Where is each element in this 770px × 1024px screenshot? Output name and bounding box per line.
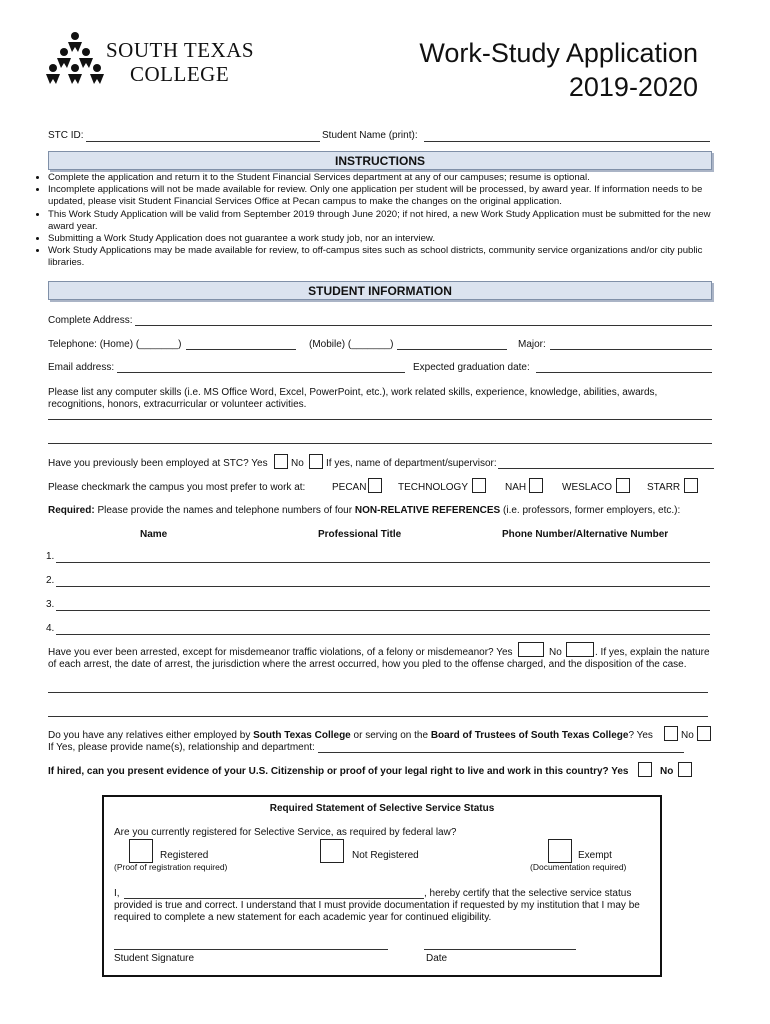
employed-no-checkbox[interactable] <box>309 454 323 469</box>
employed-yes-checkbox[interactable] <box>274 454 288 469</box>
skills-field-line-2[interactable] <box>48 443 712 444</box>
references-text-a: Please provide the names and telephone numbers of four <box>97 505 353 516</box>
not-registered-label: Not Registered <box>352 850 419 861</box>
ref-row-2-field[interactable] <box>56 586 710 587</box>
campus-weslaco-checkbox[interactable] <box>616 478 630 493</box>
college-logo <box>44 30 274 90</box>
campus-starr-label: STARR <box>647 482 681 493</box>
signature-label: Student Signature <box>114 953 195 964</box>
registered-label: Registered <box>160 850 209 861</box>
home-phone-field[interactable] <box>186 349 296 350</box>
graduation-field[interactable] <box>536 372 712 373</box>
instruction-item: • This Work Study Application will be valid from September 2019 through June 2020; if not hired, a new Work Study Application must be submitted for the new award year. <box>48 209 738 233</box>
campus-nah-checkbox[interactable] <box>529 478 543 493</box>
campus-technology-label: TECHNOLOGY <box>398 482 469 493</box>
ref-row-number: 2. <box>46 575 55 586</box>
relatives-text-d: Board of Trustees of South Texas College <box>430 730 629 741</box>
address-field[interactable] <box>135 325 712 326</box>
address-label: Complete Address: <box>48 315 133 326</box>
ref-col-name: Name <box>140 529 168 540</box>
not-registered-checkbox[interactable] <box>320 839 344 863</box>
citizenship-no-label: No <box>660 766 674 777</box>
ref-row-number: 3. <box>46 599 55 610</box>
mobile-phone-field[interactable] <box>397 349 507 350</box>
campus-technology-checkbox[interactable] <box>472 478 486 493</box>
campus-starr-checkbox[interactable] <box>684 478 698 493</box>
references-text-bold: NON-RELATIVE REFERENCES <box>354 505 501 516</box>
relatives-details-label: If Yes, please provide name(s), relationship and department: <box>48 742 315 753</box>
relatives-details-field[interactable] <box>318 752 684 753</box>
selective-service-heading: Required Statement of Selective Service Status <box>269 803 495 814</box>
campus-nah-label: NAH <box>505 482 527 493</box>
ref-row-3-field[interactable] <box>56 610 710 611</box>
references-text-b: (i.e. professors, former employers, etc.): <box>503 505 681 516</box>
citizenship-no-checkbox[interactable] <box>678 762 692 777</box>
campus-pecan-label: PECAN <box>332 482 367 493</box>
relatives-text-b: South Texas College <box>253 730 351 741</box>
arrest-no-label: No <box>549 647 562 658</box>
arrest-question-end: . If yes, explain the nature <box>595 647 710 658</box>
certify-text-line3: required to complete a new statement for each academic year for continued eligibility. <box>114 912 492 923</box>
stc-id-label: STC ID: <box>48 130 84 141</box>
arrest-yes-checkbox[interactable] <box>518 642 544 657</box>
arrest-question: Have you ever been arrested, except for misdemeanor traffic violations, of a felony or misdemeanor? Yes <box>48 647 513 658</box>
instruction-item: • Complete the application and return it to the Student Financial Services department at any of our campuses; resume is optional. <box>48 172 738 184</box>
citizenship-question: If hired, can you present evidence of your U.S. Citizenship or proof of your legal right to live and work in this country? Yes <box>48 766 629 777</box>
instruction-item: • Submitting a Work Study Application does not guarantee a work study job, nor an interview. <box>48 233 738 245</box>
signature-field[interactable] <box>114 949 388 950</box>
relatives-no-label: No <box>681 730 694 741</box>
campus-question: Please checkmark the campus you most prefer to work at: <box>48 482 306 493</box>
employed-no-label: No <box>291 458 304 469</box>
home-phone-label: Telephone: (Home) (_______) <box>48 339 182 350</box>
page-year: 2019-2020 <box>568 72 698 102</box>
ref-col-phone: Phone Number/Alternative Number <box>502 529 669 540</box>
logo-text-line1: SOUTH TEXAS <box>106 38 255 62</box>
exempt-label: Exempt <box>578 850 612 861</box>
relatives-text-e: ? Yes <box>628 730 653 741</box>
campus-pecan-checkbox[interactable] <box>368 478 382 493</box>
selective-service-question: Are you currently registered for Selective Service, as required by federal law? <box>114 827 457 838</box>
ref-row-4-field[interactable] <box>56 634 710 635</box>
references-instruction <box>48 505 680 516</box>
exempt-checkbox[interactable] <box>548 839 572 863</box>
logo-text-line2: COLLEGE <box>130 62 230 86</box>
ref-row-number: 4. <box>46 623 55 634</box>
exempt-note: (Documentation required) <box>530 862 627 872</box>
department-label: If yes, name of department/supervisor: <box>326 458 497 469</box>
date-label: Date <box>426 953 448 964</box>
arrest-explain-line-1[interactable] <box>48 692 708 693</box>
page-title: Work-Study Application <box>419 38 698 68</box>
major-label: Major: <box>518 339 546 350</box>
skills-prompt: Please list any computer skills (i.e. MS Office Word, Excel, PowerPoint, etc.), work related skills, experience, knowledge, abilities, awards, recognitions, honors, extracurricular or volunteer activities. <box>48 387 658 410</box>
relatives-question <box>48 730 653 741</box>
ref-row-number: 1. <box>46 551 55 562</box>
arrest-explain-line-2[interactable] <box>48 716 708 717</box>
instruction-item: • Incomplete applications will not be made available for review. Only one application per student will be processed, by award year. If information needs to be updated, please visit Student Financial Services Office at Pecan campus to make the changes on the original application. <box>48 184 738 208</box>
required-label: Required: <box>48 505 95 516</box>
department-field[interactable] <box>498 468 714 469</box>
arrest-question-line2: of each arrest, the date of arrest, the jurisdiction where the arrest occurred, how you pled to the offense charged, and the disposition of the case. <box>48 659 687 670</box>
stc-id-field[interactable] <box>86 141 320 142</box>
major-field[interactable] <box>550 349 712 350</box>
instructions-list <box>30 172 738 270</box>
certify-text-line2: provided is true and correct. I understand that I must provide documentation if requested by my institution that I may be <box>114 900 640 911</box>
arrest-no-checkbox[interactable] <box>566 642 594 657</box>
student-name-label: Student Name (print): <box>322 130 418 141</box>
skills-field-line-1[interactable] <box>48 419 712 420</box>
selective-service-panel <box>102 795 662 977</box>
certify-name-field[interactable] <box>124 898 424 899</box>
date-field[interactable] <box>424 949 576 950</box>
student-name-field[interactable] <box>424 141 710 142</box>
email-label: Email address: <box>48 362 115 373</box>
employed-question: Have you previously been employed at STC? Yes <box>48 458 268 469</box>
campus-weslaco-label: WESLACO <box>562 482 613 493</box>
mobile-phone-label: (Mobile) (_______) <box>309 339 394 350</box>
instructions-heading: INSTRUCTIONS <box>48 151 712 170</box>
student-info-heading: STUDENT INFORMATION <box>48 281 712 300</box>
certify-i: I, <box>114 888 120 899</box>
ref-row-1-field[interactable] <box>56 562 710 563</box>
people-logo-icon <box>44 30 106 88</box>
citizenship-yes-checkbox[interactable] <box>638 762 652 777</box>
registered-note: (Proof of registration required) <box>114 862 228 872</box>
email-field[interactable] <box>117 372 405 373</box>
certify-text: , hereby certify that the selective service status <box>424 888 632 899</box>
instruction-item: • Work Study Applications may be made available for review, to off-campus sites such as school districts, community service organizations and/or city public libraries. <box>48 245 738 269</box>
ref-col-title: Professional Title <box>318 529 402 540</box>
relatives-no-checkbox[interactable] <box>697 726 711 741</box>
registered-checkbox[interactable] <box>129 839 153 863</box>
graduation-label: Expected graduation date: <box>413 362 530 373</box>
relatives-text-c: or serving on the <box>353 730 429 741</box>
relatives-text-a: Do you have any relatives either employed by <box>48 730 251 741</box>
relatives-yes-checkbox[interactable] <box>664 726 678 741</box>
